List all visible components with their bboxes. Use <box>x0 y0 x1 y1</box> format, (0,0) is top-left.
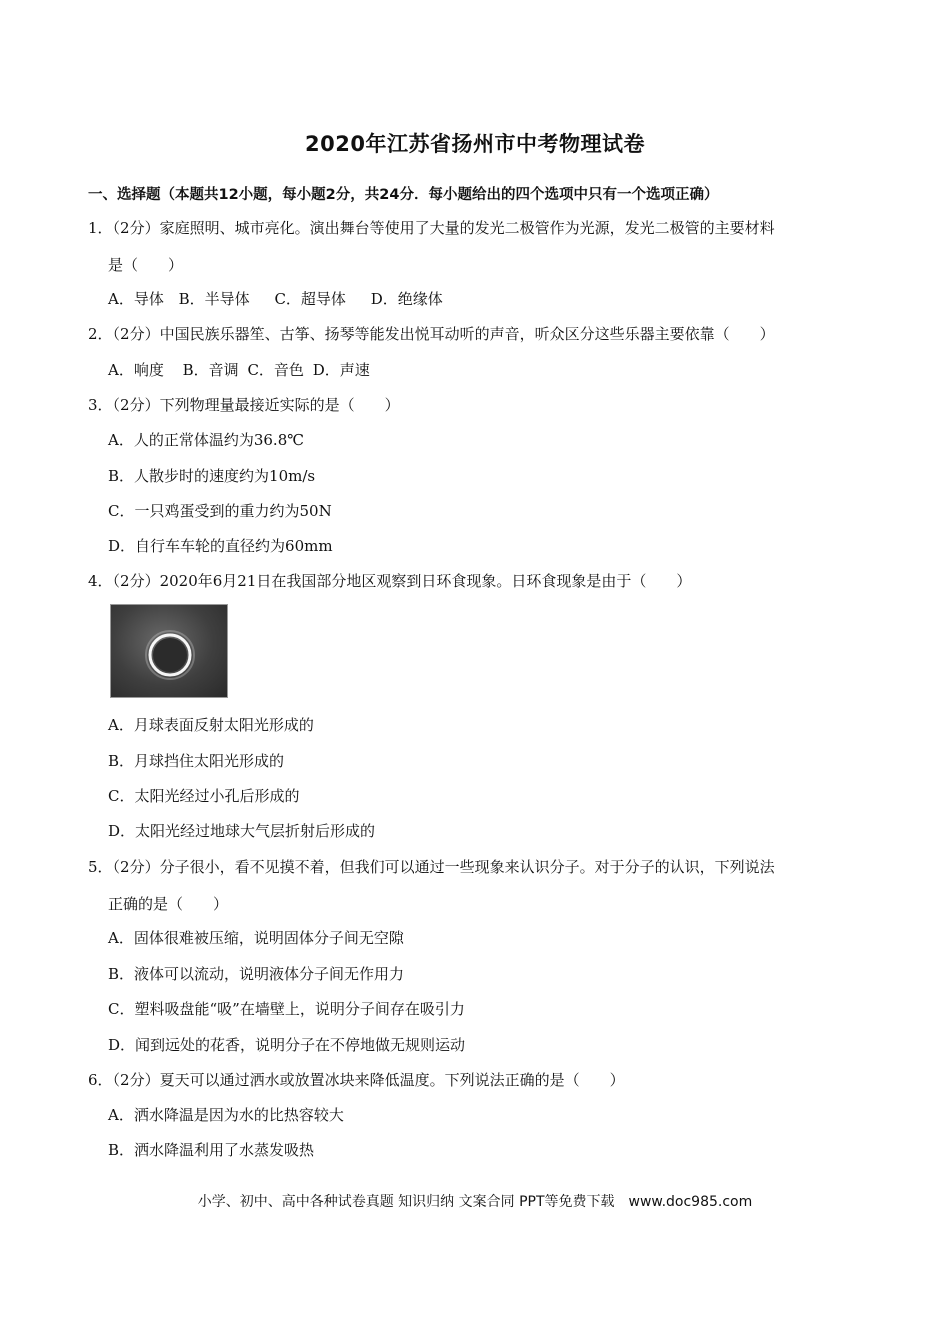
section-heading: 一、选择题（本题共12小题，每小题2分，共24分．每小题给出的四个选项中只有一个选项正确） <box>88 187 719 203</box>
question-3-option-d: D．自行车车轮的直径约为60mm <box>108 537 333 555</box>
page-title: 2020年江苏省扬州市中考物理试卷 <box>305 132 645 156</box>
question-3-stem: 3．（2分）下列物理量最接近实际的是（ ） <box>88 396 400 414</box>
question-2-option-b: B．音调 <box>182 361 239 379</box>
question-3-option-b: B．人散步时的速度约为10m/s <box>108 467 316 485</box>
question-4-option-c: C．太阳光经过小孔后形成的 <box>108 787 300 805</box>
question-1-options <box>108 289 443 309</box>
question-5-option-d: D．闻到远处的花香，说明分子在不停地做无规则运动 <box>108 1036 466 1054</box>
question-6-option-a: A．洒水降温是因为水的比热容较大 <box>108 1106 344 1124</box>
question-2-options <box>108 360 370 380</box>
question-4-option-a: A．月球表面反射太阳光形成的 <box>108 716 314 734</box>
question-5-option-b: B．液体可以流动，说明液体分子间无作用力 <box>108 965 405 983</box>
question-2-option-d: D．声速 <box>312 361 370 379</box>
question-6-stem: 6．（2分）夏天可以通过洒水或放置冰块来降低温度。下列说法正确的是（ ） <box>88 1071 625 1089</box>
question-5-option-c: C．塑料吸盘能“吸”在墙壁上，说明分子间存在吸引力 <box>108 1000 465 1018</box>
question-2-option-c: C．音色 <box>247 361 304 379</box>
question-3-option-a: A．人的正常体温约为36.8℃ <box>108 431 305 449</box>
question-5-stem: 5．（2分）分子很小，看不见摸不着，但我们可以通过一些现象来认识分子。对于分子的认识，下列说法 <box>88 858 775 876</box>
question-5-stem-cont: 正确的是（ ） <box>108 895 229 913</box>
question-1-stem-cont: 是（ ） <box>108 256 184 274</box>
page-footer: 小学、初中、高中各种试卷真题 知识归纳 文案合同 PPT等免费下载 www.doc985.com <box>197 1194 753 1210</box>
question-1-option-a: A．导体 <box>108 290 164 308</box>
question-4-option-b: B．月球挡住太阳光形成的 <box>108 752 285 770</box>
annular-eclipse-photo <box>110 604 228 698</box>
question-6-option-b: B．洒水降温利用了水蒸发吸热 <box>108 1141 315 1159</box>
question-4-option-d: D．太阳光经过地球大气层折射后形成的 <box>108 822 376 840</box>
question-3-option-c: C．一只鸡蛋受到的重力约为50N <box>108 502 332 520</box>
question-2-stem: 2．（2分）中国民族乐器笙、古筝、扬琴等能发出悦耳动听的声音，听众区分这些乐器主要依靠（ ） <box>88 325 775 343</box>
question-1-option-b: B．半导体 <box>178 290 250 308</box>
question-1-option-d: D．绝缘体 <box>370 290 443 308</box>
question-2-option-a: A．响度 <box>108 361 164 379</box>
question-4-stem: 4．（2分）2020年6月21日在我国部分地区观察到日环食现象。日环食现象是由于（ ） <box>88 572 692 590</box>
question-1-option-c: C．超导体 <box>274 290 346 308</box>
question-5-option-a: A．固体很难被压缩，说明固体分子间无空隙 <box>108 929 404 947</box>
question-1-stem: 1．（2分）家庭照明、城市亮化。演出舞台等使用了大量的发光二极管作为光源，发光二极管的主要材料 <box>88 219 775 237</box>
